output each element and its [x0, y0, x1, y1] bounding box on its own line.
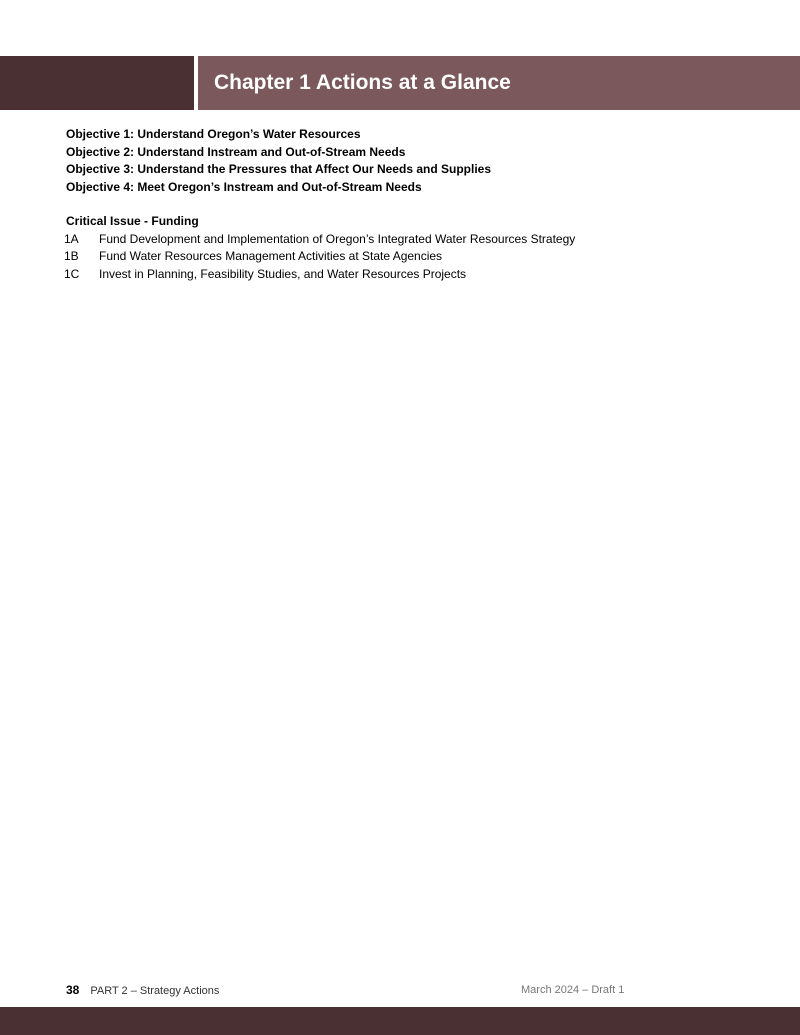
- footer-band: [0, 1007, 800, 1035]
- action-text: Invest in Planning, Feasibility Studies, and Water Resources Projects: [99, 266, 467, 281]
- action-code: 1B: [64, 249, 79, 263]
- chapter-title: Chapter 1 Actions at a Glance: [214, 71, 511, 94]
- page-content: [66, 126, 746, 283]
- footer-draft-text: March 2024 – Draft 1: [521, 984, 625, 996]
- objective-4: Objective 4: Meet Oregon’s Instream and Out-of-Stream Needs: [66, 179, 422, 194]
- objective-2: Objective 2: Understand Instream and Out-of-Stream Needs: [66, 144, 406, 159]
- objective-3: Objective 3: Understand the Pressures that Affect Our Needs and Supplies: [66, 162, 491, 176]
- action-item: [66, 266, 746, 284]
- footer-left: [66, 982, 219, 998]
- page-number: 38: [66, 983, 80, 997]
- header-band-left: [0, 56, 194, 110]
- critical-issue-title: Critical Issue - Funding: [66, 214, 199, 228]
- action-item: [66, 231, 746, 249]
- objective-1: Objective 1: Understand Oregon’s Water Resources: [66, 127, 361, 141]
- footer-part-text: 2 – Strategy Actions: [118, 985, 220, 997]
- action-text: Fund Development and Implementation of Oregon’s Integrated Water Resources Strategy: [99, 231, 576, 246]
- footer-part-label: PART: [90, 985, 119, 997]
- action-code: 1A: [64, 231, 79, 246]
- action-code: 1C: [64, 266, 80, 281]
- action-text: Fund Water Resources Management Activities at State Agencies: [99, 249, 443, 263]
- action-item: [66, 248, 746, 266]
